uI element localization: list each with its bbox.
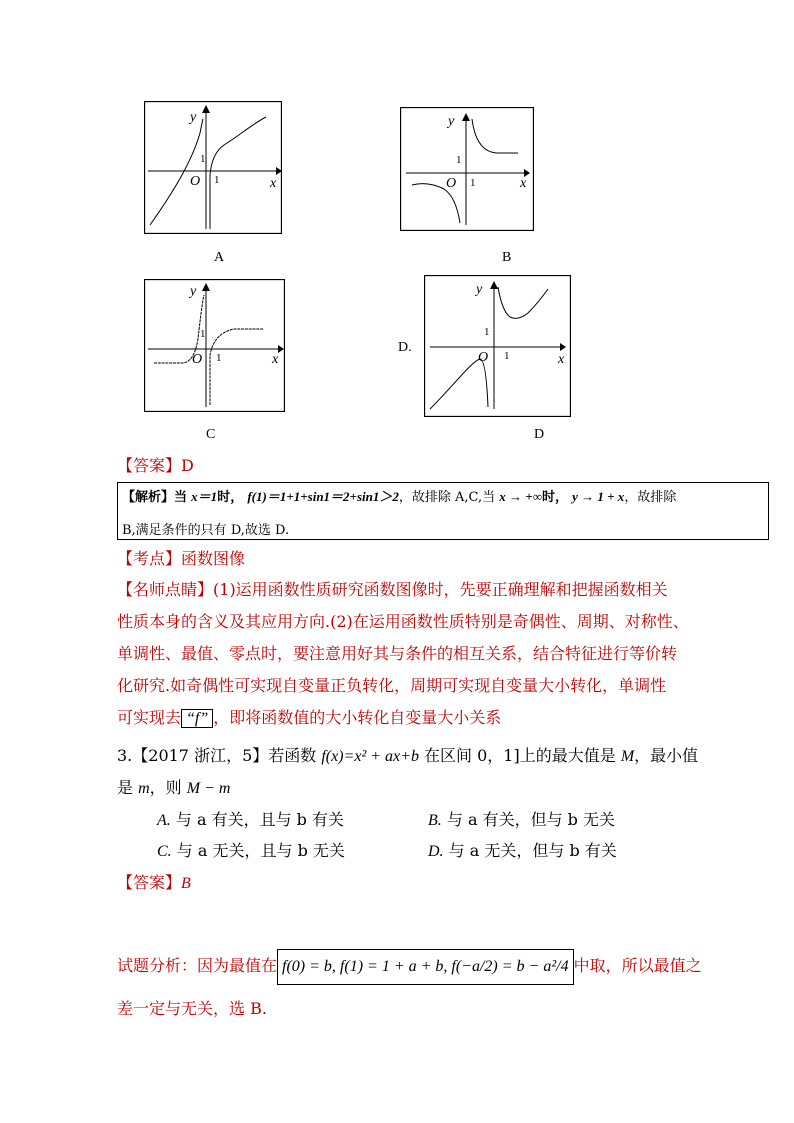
kaodian-value: 函数图像 [181, 549, 246, 568]
graph-b-x-label: x [520, 176, 527, 191]
graph-d-caption: D [534, 427, 545, 442]
graph-b-caption: B [502, 250, 512, 265]
q3-text-4: 是 [117, 778, 139, 797]
graph-b-origin: O [446, 176, 457, 191]
analysis-p5: ，故排除 [624, 490, 677, 505]
analysis-line-2: B,满足条件的只有 D,故选 D. [122, 523, 290, 538]
analysis-formula: f(1)＝1+1+sin1＝2+sin1＞2 [247, 489, 399, 504]
graph-d-y-label: y [476, 282, 483, 297]
analysis-cond: x＝1 [191, 489, 218, 504]
graph-c [144, 279, 285, 412]
graph-c-origin: O [192, 352, 203, 367]
graph-a-y-label: y [190, 110, 197, 125]
analysis-box [117, 482, 769, 540]
solution-line-2: 差一定与无关，选 B. [117, 999, 267, 1018]
graph-a-origin: O [190, 174, 201, 189]
graph-a [144, 101, 282, 234]
solution-line-1 [117, 949, 702, 985]
q3-min: m [138, 780, 150, 797]
graph-b-plot [400, 107, 534, 231]
mingshi-line-1 [117, 579, 668, 601]
solution-text-1: 试题分析：因为最值在 [117, 956, 278, 975]
mingshi-line-4: 化研究.如奇偶性可实现自变量正负转化，周期可实现自变量大小转化，单调性 [117, 676, 667, 695]
graph-a-tick-y: 1 [200, 153, 206, 165]
q3-max: M [620, 748, 635, 765]
graph-d-x-label: x [558, 352, 565, 367]
kaodian [117, 548, 245, 570]
graph-a-caption: A [214, 250, 225, 265]
q3-option-a-label: A. [157, 812, 171, 829]
q3-option-d-text: 与 a 无关，但与 b 有关 [448, 841, 617, 860]
q3-line-2 [117, 777, 230, 800]
q3-line-1 [117, 745, 698, 768]
graph-a-tick-x: 1 [214, 174, 220, 186]
graph-c-y-label: y [190, 284, 197, 299]
q3-number: 3. [117, 746, 133, 765]
graph-b-tick-x: 1 [470, 177, 476, 189]
q3-option-b-label: B. [428, 812, 442, 829]
q3-text-2: 在区间 0，1]上的最大值是 [418, 746, 621, 765]
graph-c-tick-x: 1 [216, 352, 222, 364]
graph-d [424, 275, 571, 417]
mingshi-label: 【名师点睛】 [117, 580, 214, 599]
mingshi-f-symbol: “f” [181, 709, 213, 728]
mingshi-line-5 [117, 707, 501, 730]
q3-option-b [428, 809, 615, 832]
graph-d-plot [424, 275, 571, 417]
kaodian-label: 【考点】 [117, 549, 182, 568]
analysis-p4: 时， [541, 490, 568, 505]
answer-3 [117, 872, 191, 895]
graph-c-caption: C [206, 427, 216, 442]
graph-c-x-label: x [272, 352, 279, 367]
q3-function: f(x)=x² + ax+b [321, 748, 419, 765]
q3-text-5: ，则 [149, 778, 187, 797]
graph-b [400, 107, 534, 231]
analysis-p3: ，故排除 A,C,当 [398, 490, 496, 505]
analysis-line-1 [122, 486, 676, 505]
graph-a-plot [144, 101, 282, 234]
solution-text-2: 中取，所以最值之 [573, 956, 702, 975]
q3-option-d-label: D. [428, 843, 444, 860]
analysis-p2: 时， [217, 490, 244, 505]
answer-3-label: 【答案】 [117, 873, 182, 892]
q3-option-c-label: C. [157, 843, 172, 860]
answer-1-value: D [181, 456, 194, 475]
answer-1 [117, 455, 194, 477]
analysis-limit: x → +∞ [499, 489, 542, 504]
mingshi-line-2: 性质本身的含义及其应用方向.(2)在运用函数性质特别是奇偶性、周期、对称性、 [117, 612, 689, 631]
analysis-p1: 当 [174, 490, 188, 505]
q3-text-1: 若函数 [268, 746, 322, 765]
graph-c-plot [144, 279, 285, 412]
mingshi-line-3: 单调性、最值、零点时，要注意用好其与条件的相互关系，结合特征进行等价转 [117, 644, 678, 663]
graph-d-tick-x: 1 [504, 350, 510, 362]
q3-option-b-text: 与 a 有关，但与 b 无关 [446, 810, 616, 829]
graph-d-prefix: D. [398, 340, 412, 355]
graph-a-x-label: x [270, 176, 277, 191]
q3-source: 【2017 浙江，5】 [132, 746, 269, 765]
solution-formula: f(0) = b, f(1) = 1 + a + b, f(−a/2) = b − a²/4 [277, 949, 574, 985]
q3-text-3: ，最小值 [634, 746, 699, 765]
analysis-asym: y → 1 + x [572, 489, 625, 504]
analysis-label: 【解析】 [122, 490, 175, 505]
answer-3-value: B [181, 875, 191, 892]
graph-c-tick-y: 1 [200, 328, 206, 340]
graph-d-origin: O [478, 350, 489, 365]
q3-option-a [157, 809, 344, 832]
q3-option-d [428, 840, 617, 863]
graph-b-tick-y: 1 [456, 154, 462, 166]
mingshi-text-1: (1)运用函数性质研究函数图像时，先要正确理解和把握函数相关 [213, 580, 668, 599]
graph-d-tick-y: 1 [484, 326, 490, 338]
mingshi-text-5a: 可实现去 [117, 708, 182, 727]
q3-option-c-text: 与 a 无关，且与 b 无关 [176, 841, 345, 860]
answer-1-label: 【答案】 [117, 456, 182, 475]
q3-option-c [157, 840, 345, 863]
q3-option-a-text: 与 a 有关，且与 b 有关 [175, 810, 345, 829]
mingshi-text-5c: ，即将函数值的大小转化自变量大小关系 [213, 708, 502, 727]
graph-b-y-label: y [448, 114, 455, 129]
q3-expression: M − m [186, 780, 231, 797]
